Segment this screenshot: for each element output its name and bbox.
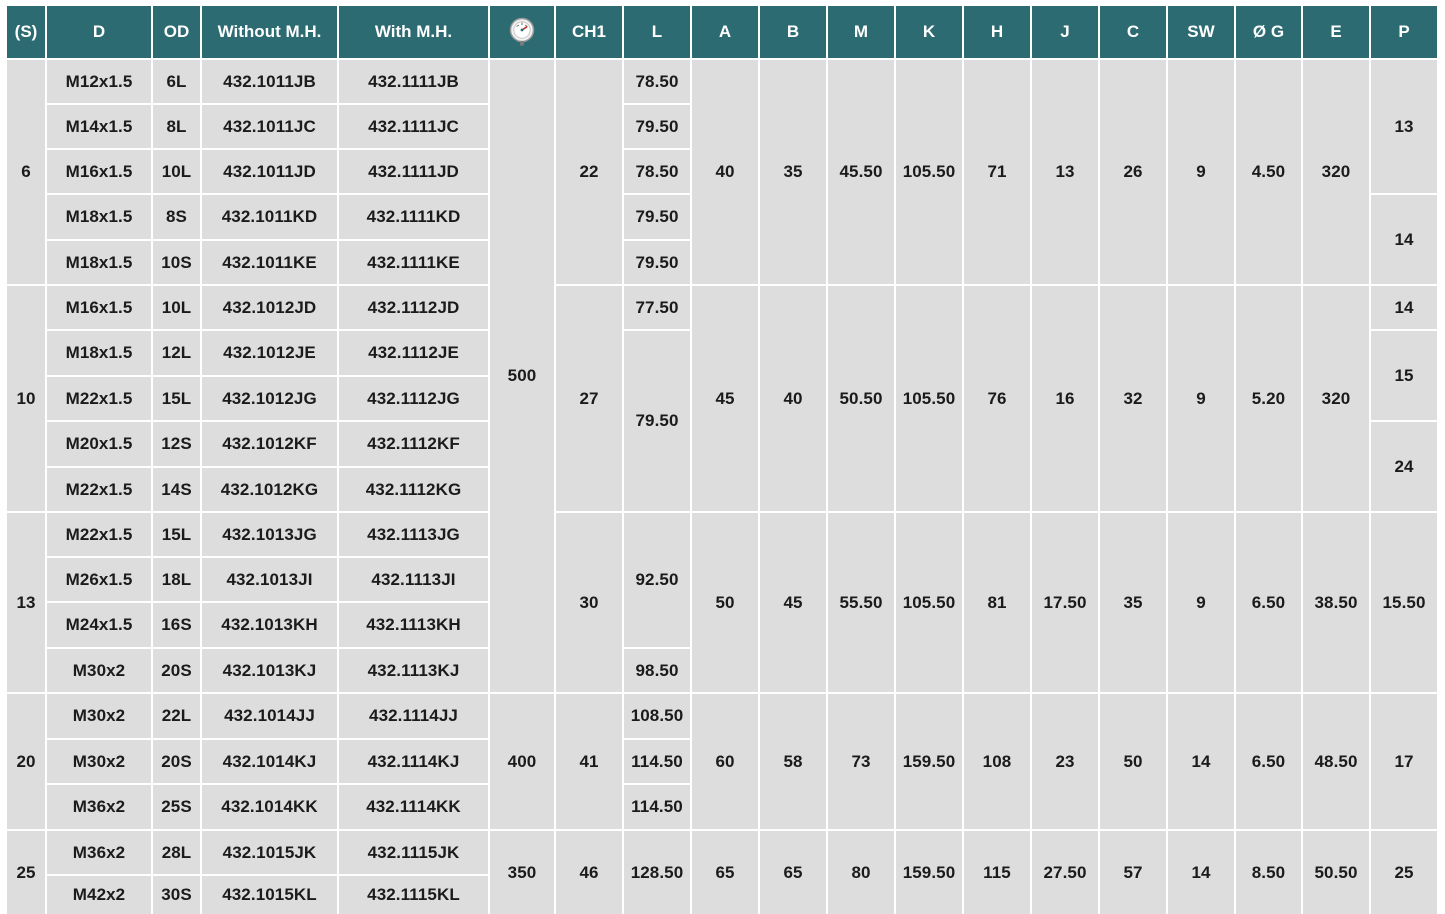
part-number-without-mh-cell: 432.1012KF [202,422,337,466]
thread-size-cell: M22x1.5 [47,377,151,420]
c-cell: 26 [1100,60,1166,284]
part-number-without-mh-cell: 432.1011KD [202,195,337,239]
m-cell: 80 [828,831,894,914]
outside-diameter-cell: 10S [153,241,200,284]
j-cell: 17.50 [1032,513,1098,692]
size-group-label: 13 [7,513,45,692]
p-cell: 15.50 [1371,513,1437,692]
k-cell: 105.50 [896,286,962,511]
length-cell: 77.50 [624,286,690,329]
e-cell: 48.50 [1303,694,1369,829]
length-cell: 98.50 [624,649,690,692]
outside-diameter-cell: 8L [153,105,200,148]
m-cell: 73 [828,694,894,829]
e-cell: 320 [1303,60,1369,284]
part-number-with-mh-cell: 432.1115JK [339,831,488,874]
length-cell: 114.50 [624,785,690,829]
part-number-with-mh-cell: 432.1115KL [339,876,488,914]
outside-diameter-cell: 28L [153,831,200,874]
j-cell: 23 [1032,694,1098,829]
part-number-with-mh-cell: 432.1111JC [339,105,488,148]
thread-size-cell: M36x2 [47,785,151,829]
header-d: D [47,6,151,58]
header-od: OD [153,6,200,58]
p-cell: 17 [1371,694,1437,829]
thread-size-cell: M42x2 [47,876,151,914]
header-a: A [692,6,758,58]
part-number-with-mh-cell: 432.1111JD [339,150,488,193]
k-cell: 159.50 [896,831,962,914]
outside-diameter-cell: 6L [153,60,200,103]
thread-size-cell: M20x1.5 [47,422,151,466]
header-h: H [964,6,1030,58]
header-gauge [490,6,554,58]
ch1-cell: 30 [556,513,622,692]
thread-size-cell: M18x1.5 [47,241,151,284]
thread-size-cell: M18x1.5 [47,195,151,239]
thread-size-cell: M22x1.5 [47,513,151,556]
size-group-label: 10 [7,286,45,511]
p-cell: 24 [1371,422,1437,511]
m-cell: 50.50 [828,286,894,511]
thread-size-cell: M30x2 [47,694,151,738]
header-b: B [760,6,826,58]
sw-cell: 9 [1168,60,1234,284]
a-cell: 45 [692,286,758,511]
a-cell: 40 [692,60,758,284]
c-cell: 32 [1100,286,1166,511]
thread-size-cell: M30x2 [47,649,151,692]
size-group-label: 20 [7,694,45,829]
og-cell: 4.50 [1236,60,1301,284]
thread-size-cell: M24x1.5 [47,603,151,647]
part-number-without-mh-cell: 432.1014JJ [202,694,337,738]
part-number-without-mh-cell: 432.1011KE [202,241,337,284]
thread-size-cell: M30x2 [47,740,151,783]
size-group-label: 25 [7,831,45,914]
e-cell: 320 [1303,286,1369,511]
sw-cell: 9 [1168,513,1234,692]
length-cell: 78.50 [624,150,690,193]
header-without-mh: Without M.H. [202,6,337,58]
outside-diameter-cell: 30S [153,876,200,914]
part-number-without-mh-cell: 432.1012JE [202,331,337,375]
c-cell: 35 [1100,513,1166,692]
ch1-cell: 46 [556,831,622,914]
k-cell: 105.50 [896,513,962,692]
outside-diameter-cell: 22L [153,694,200,738]
c-cell: 57 [1100,831,1166,914]
header-with-mh: With M.H. [339,6,488,58]
outside-diameter-cell: 20S [153,649,200,692]
header-m: M [828,6,894,58]
outside-diameter-cell: 10L [153,286,200,329]
og-cell: 6.50 [1236,513,1301,692]
part-number-without-mh-cell: 432.1015JK [202,831,337,874]
part-number-with-mh-cell: 432.1114KK [339,785,488,829]
length-cell: 79.50 [624,241,690,284]
outside-diameter-cell: 16S [153,603,200,647]
header-ch1: CH1 [556,6,622,58]
part-number-without-mh-cell: 432.1014KJ [202,740,337,783]
part-number-without-mh-cell: 432.1012JD [202,286,337,329]
ch1-cell: 27 [556,286,622,511]
thread-size-cell: M16x1.5 [47,150,151,193]
header-j: J [1032,6,1098,58]
ch1-cell: 22 [556,60,622,284]
og-cell: 8.50 [1236,831,1301,914]
thread-size-cell: M26x1.5 [47,558,151,601]
ch1-cell: 41 [556,694,622,829]
j-cell: 16 [1032,286,1098,511]
a-cell: 50 [692,513,758,692]
h-cell: 71 [964,60,1030,284]
part-number-with-mh-cell: 432.1112JD [339,286,488,329]
length-cell: 114.50 [624,740,690,783]
size-group-label: 6 [7,60,45,284]
part-number-with-mh-cell: 432.1112JG [339,377,488,420]
p-cell: 13 [1371,60,1437,193]
thread-size-cell: M16x1.5 [47,286,151,329]
length-cell: 79.50 [624,105,690,148]
outside-diameter-cell: 8S [153,195,200,239]
h-cell: 115 [964,831,1030,914]
header-sw: SW [1168,6,1234,58]
thread-size-cell: M12x1.5 [47,60,151,103]
gauge-value-cell: 350 [490,831,554,914]
part-number-with-mh-cell: 432.1111KE [339,241,488,284]
part-number-without-mh-cell: 432.1012KG [202,468,337,511]
part-number-without-mh-cell: 432.1014KK [202,785,337,829]
header-k: K [896,6,962,58]
part-number-with-mh-cell: 432.1114JJ [339,694,488,738]
p-cell: 14 [1371,195,1437,284]
outside-diameter-cell: 12S [153,422,200,466]
header-og: Ø G [1236,6,1301,58]
part-number-without-mh-cell: 432.1012JG [202,377,337,420]
length-cell: 78.50 [624,60,690,103]
p-cell: 14 [1371,286,1437,329]
j-cell: 13 [1032,60,1098,284]
og-cell: 5.20 [1236,286,1301,511]
e-cell: 50.50 [1303,831,1369,914]
part-number-with-mh-cell: 432.1113KH [339,603,488,647]
part-number-with-mh-cell: 432.1111JB [339,60,488,103]
part-number-with-mh-cell: 432.1113JG [339,513,488,556]
thread-size-cell: M18x1.5 [47,331,151,375]
part-number-without-mh-cell: 432.1011JB [202,60,337,103]
thread-size-cell: M36x2 [47,831,151,874]
outside-diameter-cell: 18L [153,558,200,601]
part-number-without-mh-cell: 432.1013JI [202,558,337,601]
b-cell: 35 [760,60,826,284]
part-number-with-mh-cell: 432.1113JI [339,558,488,601]
part-number-without-mh-cell: 432.1011JD [202,150,337,193]
header-e: E [1303,6,1369,58]
p-cell: 25 [1371,831,1437,914]
outside-diameter-cell: 10L [153,150,200,193]
j-cell: 27.50 [1032,831,1098,914]
sw-cell: 14 [1168,831,1234,914]
length-cell: 128.50 [624,831,690,914]
outside-diameter-cell: 14S [153,468,200,511]
sw-cell: 14 [1168,694,1234,829]
m-cell: 55.50 [828,513,894,692]
b-cell: 65 [760,831,826,914]
h-cell: 81 [964,513,1030,692]
e-cell: 38.50 [1303,513,1369,692]
part-number-with-mh-cell: 432.1111KD [339,195,488,239]
part-number-without-mh-cell: 432.1015KL [202,876,337,914]
part-number-with-mh-cell: 432.1113KJ [339,649,488,692]
gauge-value-cell: 400 [490,694,554,829]
part-number-without-mh-cell: 432.1013KH [202,603,337,647]
outside-diameter-cell: 15L [153,513,200,556]
b-cell: 40 [760,286,826,511]
outside-diameter-cell: 12L [153,331,200,375]
a-cell: 60 [692,694,758,829]
outside-diameter-cell: 15L [153,377,200,420]
part-number-without-mh-cell: 432.1013JG [202,513,337,556]
m-cell: 45.50 [828,60,894,284]
part-number-with-mh-cell: 432.1112JE [339,331,488,375]
pressure-gauge-icon [507,17,537,47]
header-l: L [624,6,690,58]
p-cell: 15 [1371,331,1437,420]
sw-cell: 9 [1168,286,1234,511]
outside-diameter-cell: 25S [153,785,200,829]
k-cell: 159.50 [896,694,962,829]
header-c: C [1100,6,1166,58]
part-number-with-mh-cell: 432.1114KJ [339,740,488,783]
outside-diameter-cell: 20S [153,740,200,783]
length-cell: 79.50 [624,195,690,239]
b-cell: 58 [760,694,826,829]
part-number-with-mh-cell: 432.1112KG [339,468,488,511]
b-cell: 45 [760,513,826,692]
header-s: (S) [7,6,45,58]
a-cell: 65 [692,831,758,914]
c-cell: 50 [1100,694,1166,829]
og-cell: 6.50 [1236,694,1301,829]
length-cell: 108.50 [624,694,690,738]
length-cell: 92.50 [624,513,690,647]
part-number-without-mh-cell: 432.1011JC [202,105,337,148]
shared-gauge-value-cell: 500 [490,60,554,692]
thread-size-cell: M22x1.5 [47,468,151,511]
length-cell: 79.50 [624,331,690,511]
header-p: P [1371,6,1437,58]
part-number-without-mh-cell: 432.1013KJ [202,649,337,692]
h-cell: 108 [964,694,1030,829]
h-cell: 76 [964,286,1030,511]
part-number-with-mh-cell: 432.1112KF [339,422,488,466]
k-cell: 105.50 [896,60,962,284]
thread-size-cell: M14x1.5 [47,105,151,148]
